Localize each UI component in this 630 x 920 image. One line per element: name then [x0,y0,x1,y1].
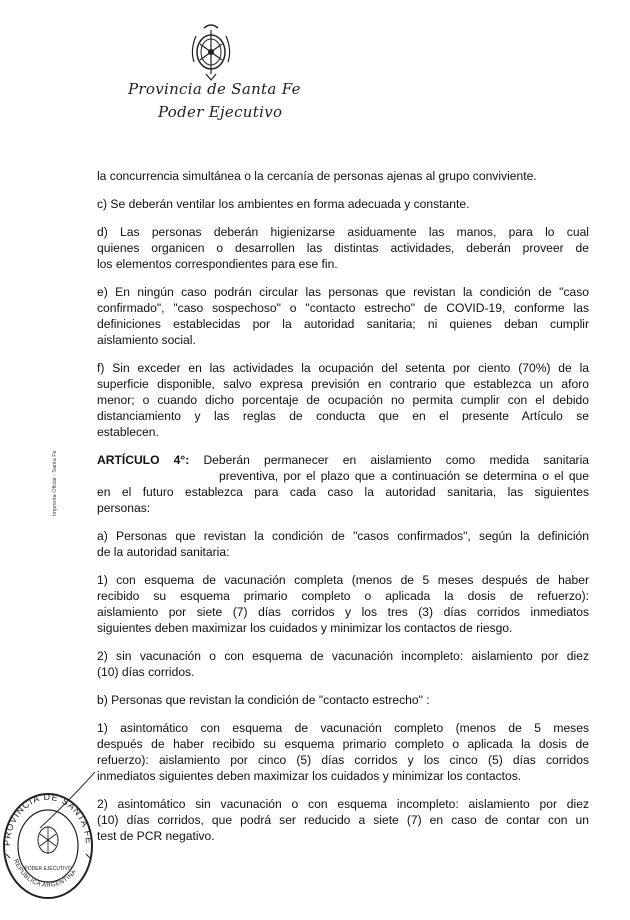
paragraph-line: refuerzo): aislamiento por cinco (5) días corridos y los cinco (5) días corridos [97,753,589,767]
paragraph-line: f) Sin exceder en las actividades la ocupación del setenta por ciento (70%) de la [97,361,589,375]
official-seal-icon [0,788,96,904]
article-line: en el futuro establezca para cada caso la autoridad sanitaria, las siguientes [97,485,589,499]
paragraph [97,284,589,348]
seal-top-text: PROVINCIA DE SANTA FE [1,791,95,847]
paragraph-line: los elementos correspondientes para ese fin. [97,257,338,271]
paragraph-line: d) Las personas deberán higienizarse asiduamente las manos, para lo cual [97,225,589,239]
paragraph-line: de la autoridad sanitaria: [97,545,230,559]
article-first-line [97,452,589,468]
paragraph-line: test de PCR negativo. [97,829,215,843]
paragraph-line: siguientes deben maximizar los cuidados y minimizar los contactos de riesgo. [97,621,513,635]
paragraph [97,692,589,708]
paragraph-line: 1) asintomático con esquema de vacunación completo (menos de 5 meses [97,721,589,735]
paragraph-line: 1) con esquema de vacunación completa (menos de 5 meses después de haber [97,573,589,587]
article-label: ARTÍCULO 4°: [97,453,190,467]
seal-inner-text: PODER EJECUTIVO [24,866,72,872]
paragraph-line: aislamiento por siete (7) días corridos y los tres (3) días corridos inmediatos [97,605,589,619]
seal-bottom-text: REPÚBLICA ARGENTINA [12,858,79,889]
paragraph [97,796,589,844]
paragraph-line: quienes organicen o desarrollen las distintas actividades, deberán proveer de [97,241,589,255]
paragraph [97,572,589,636]
paragraph [97,720,589,784]
paragraph-line: menor; o cuando dicho porcentaje de ocupación no permita cumplir con el debido [97,393,589,407]
paragraph-line: inmediatos siguientes deben maximizar los cuidados y minimizar los contactos. [97,769,522,783]
paragraph-line: e) En ningún caso podrán circular las personas que revistan la condición de "caso [97,285,589,299]
paragraph-line: c) Se deberán ventilar los ambientes en forma adecuada y constante. [97,197,470,211]
paragraph-line: b) Personas que revistan la condición de "contacto estrecho" : [97,693,430,707]
article-line: personas: [97,501,151,515]
paragraph-line: después de haber recibido su esquema primario completo o aplicada la dosis de [97,737,589,751]
paragraph [97,528,589,560]
executive-heading: Poder Ejecutivo [158,103,283,121]
paragraph-line: 2) asintomático sin vacunación o con esquema incompleto: aislamiento por diez [97,797,589,811]
paragraph-line: establecen. [97,425,159,439]
paragraph-group-2 [97,528,589,844]
paragraph [97,196,589,212]
paragraph-line: aislamiento social. [97,333,196,347]
paragraph [97,224,589,272]
paragraph-line: 2) sin vacunación o con esquema de vacunación incompleto: aislamiento por diez [97,649,589,663]
paragraph-group-1 [97,168,589,440]
paragraph-line: la concurrencia simultánea o la cercanía de personas ajenas al grupo conviviente. [97,169,537,183]
province-heading: Provincia de Santa Fe [128,80,301,98]
paragraph-line: superficie disponible, salvo expresa previsión en contrario que establezca un aforo [97,377,589,391]
paragraph-line: distanciamiento y las reglas de conducta que en el presente Artículo se [97,409,589,423]
side-imprint-label: Imprenta Oficial - Santa Fe [52,450,58,516]
paragraph [97,648,589,680]
paragraph-line: confirmado", "caso sospechoso" o "contacto estrecho" de COVID-19, conforme las [97,301,589,315]
provincial-crest-icon [186,22,236,82]
paragraph [97,168,589,184]
paragraph-line: definiciones establecidas por la autoridad sanitaria; ni quienes deban cumplir [97,317,589,331]
paragraph-line: (10) días corridos. [97,665,195,679]
article-4 [97,452,589,516]
paragraph-line: recibido su esquema primario completo o aplicada la dosis de refuerzo): [97,589,589,603]
paragraph [97,360,589,440]
article-first-text: Deberán permanecer en aislamiento como medida sanitaria [203,453,589,467]
document-body [97,168,589,856]
article-line: preventiva, por el plazo que a continuación se determina o el que [219,469,589,483]
paragraph-line: (10) días corridos, que podrá ser reducido a siete (7) en caso de contar con un [97,813,589,827]
paragraph-line: a) Personas que revistan la condición de "casos confirmados", según la definición [97,529,589,543]
